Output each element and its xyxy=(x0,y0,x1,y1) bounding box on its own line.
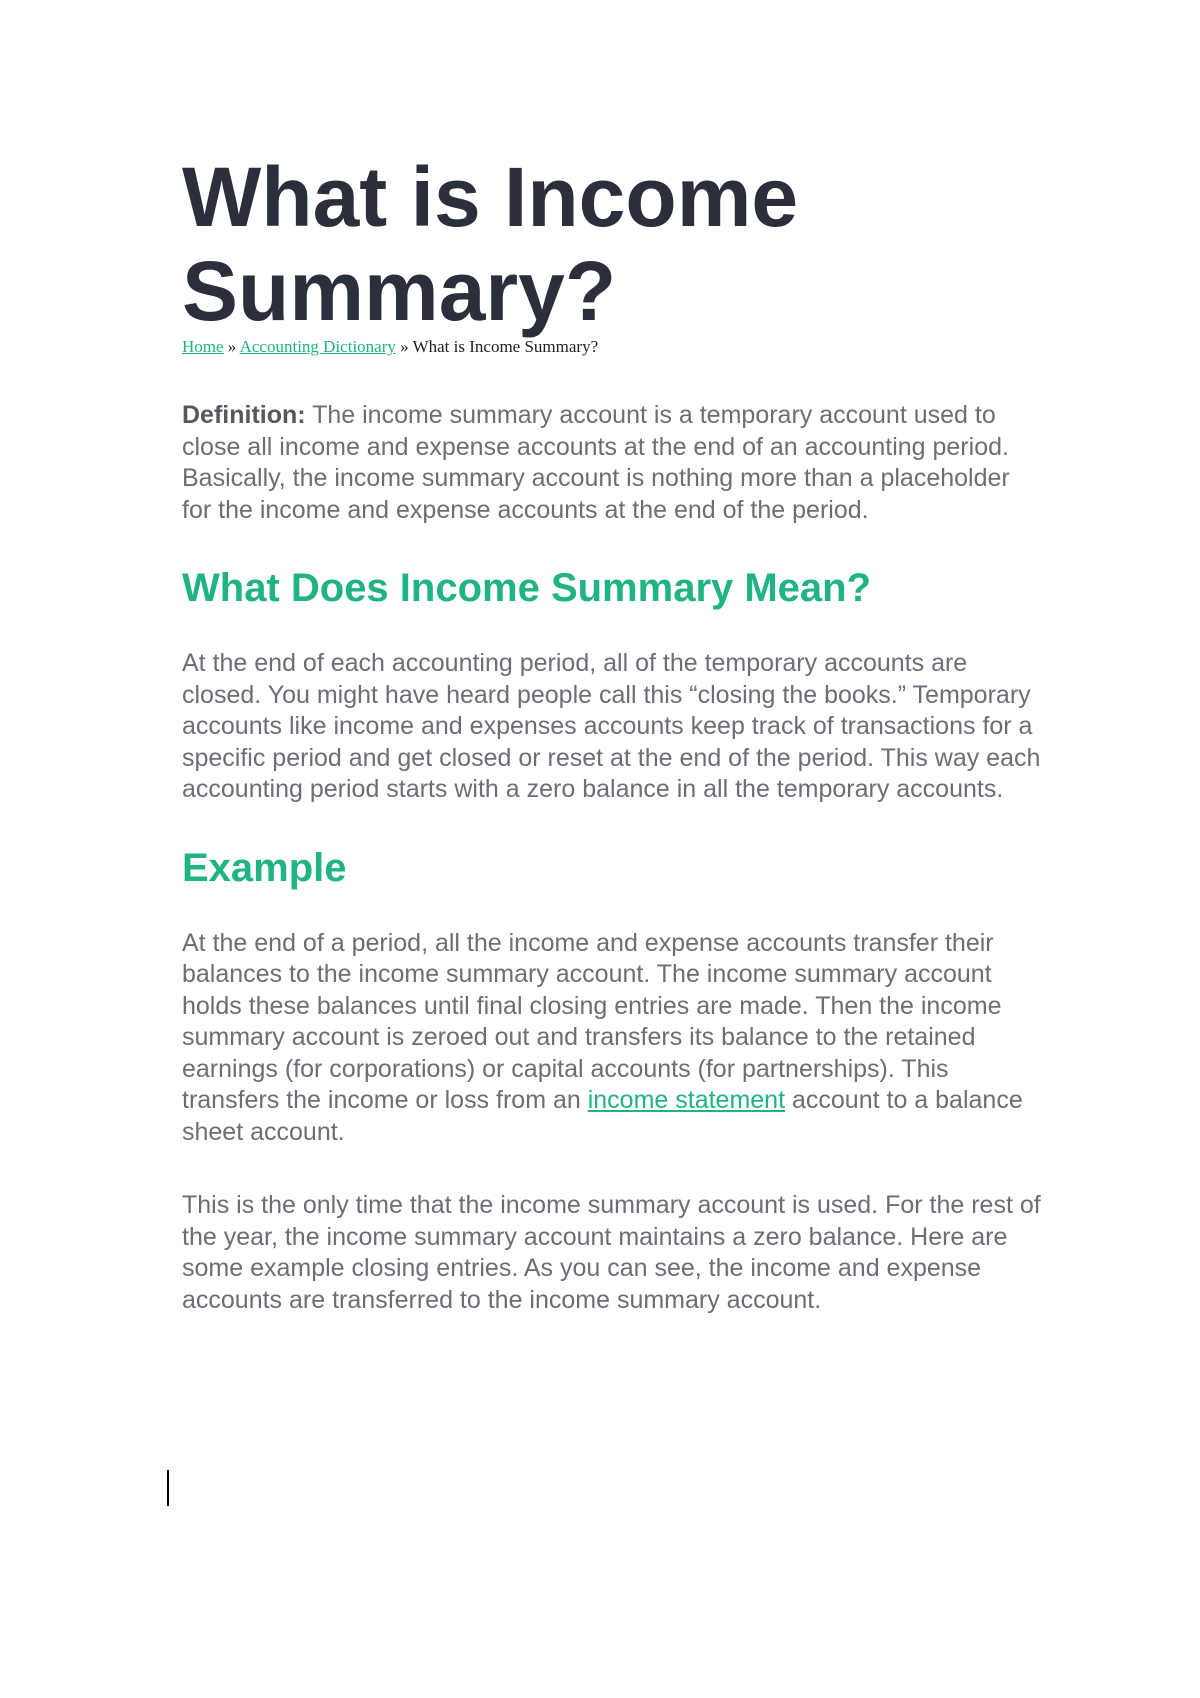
breadcrumb-dictionary-link[interactable]: Accounting Dictionary xyxy=(239,337,396,356)
definition-label: Definition: xyxy=(182,401,306,429)
text-cursor xyxy=(167,1470,169,1506)
example-heading: Example xyxy=(182,845,347,890)
example-paragraph-2: This is the only time that the income summary account is used. For the rest of the year, the income summary account maintains a zero balance. Here are some example closing entries. As you can see, the income and expense accounts are transferred to the income summary account. xyxy=(182,1191,1041,1314)
definition-paragraph xyxy=(182,400,1042,526)
example-text-before-link: At the end of a period, all the income and expense accounts transfer their balances to the income summary account. The income summary account holds these balances until final closing entries are made. Then the income summary account is zeroed out and transfers its balance to the retained earnings (for corporations) or capital accounts (for partnerships). This transfers the income or loss from an xyxy=(182,928,1002,1114)
page-title: What is Income Summary? xyxy=(182,150,799,338)
breadcrumb-separator: » xyxy=(223,337,240,356)
meaning-heading: What Does Income Summary Mean? xyxy=(182,566,872,610)
document-page xyxy=(182,150,1042,1316)
meaning-paragraph: At the end of each accounting period, all of the temporary accounts are closed. You might have heard people call this “closing the books.” Temporary accounts like income and expenses accounts keep track of transactions for a specific period and get closed or reset at the end of the period. This way each accounting period starts with a zero balance in all the temporary accounts. xyxy=(182,649,1041,803)
example-text-after-link: account to a balance sheet account. xyxy=(182,1086,1023,1146)
example-paragraph-1 xyxy=(182,928,1042,1149)
breadcrumb-home-link[interactable]: Home xyxy=(182,337,224,356)
definition-text: The income summary account is a temporary account used to close all income and expense accounts at the end of an accounting period. Basically, the income summary account is nothing more than a placeholder for the income and expense accounts at the end of the period. xyxy=(182,401,1010,524)
breadcrumb-current: What is Income Summary? xyxy=(412,337,599,356)
breadcrumb-separator: » xyxy=(395,337,413,356)
income-statement-link[interactable]: income statement xyxy=(587,1086,786,1114)
breadcrumb xyxy=(182,336,1042,358)
